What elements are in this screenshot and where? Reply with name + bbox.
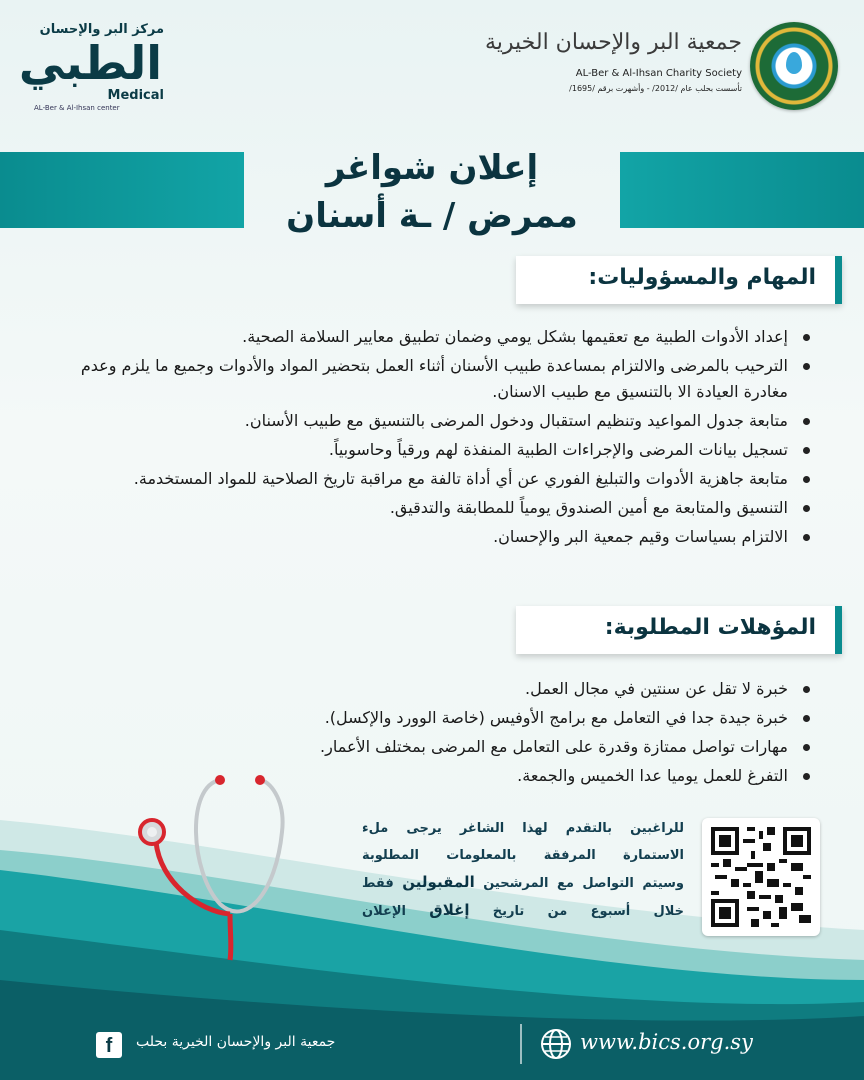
footer-divider <box>520 1024 522 1064</box>
medical-logo-big-text: الطبي <box>18 36 162 90</box>
society-established: تأسست بحلب عام /2012/ - وأشهرت برقم /1695/ <box>569 84 742 93</box>
apply-line: للراغبين بالتقدم لهذا الشاغر يرجى ملء <box>362 821 684 836</box>
list-item: خبرة جيدة جدا في التعامل مع برامج الأوفيس (خاصة الوورد والإكسل). <box>168 705 788 731</box>
apply-line-part: وسيتم التواصل مع المرشحين <box>483 876 684 891</box>
qualifications-heading <box>516 606 842 654</box>
list-item: مهارات تواصل ممتازة وقدرة على التعامل مع المرضى بمختلف الأعمار. <box>168 734 788 760</box>
medical-center-logo <box>18 22 172 112</box>
list-item: خبرة لا تقل عن سنتين في مجال العمل. <box>168 676 788 702</box>
list-item: متابعة جدول المواعيد وتنظيم استقبال ودخول المرضى بالتنسيق مع طبيب الأسنان. <box>78 408 788 434</box>
page-title: إعلان شواغر <box>325 148 539 188</box>
apply-line-part: خلال أسبوع من تاريخ <box>492 904 684 919</box>
responsibilities-heading <box>516 256 842 304</box>
apply-instructions <box>362 820 684 930</box>
apply-line-part: الإعلان <box>362 904 406 919</box>
apply-line-part: فقط <box>362 876 394 891</box>
list-item: الالتزام بسياسات وقيم جمعية البر والإحسان. <box>78 524 788 550</box>
medical-logo-sub-text: AL-Ber & Al-Ihsan center <box>34 104 120 112</box>
responsibilities-heading-text: المهام والمسؤوليات: <box>588 265 816 290</box>
society-seal-icon <box>750 22 838 110</box>
globe-icon <box>540 1028 572 1060</box>
society-logo <box>484 22 838 114</box>
apply-highlight-accepted: المقبولين <box>402 873 475 891</box>
apply-highlight-closing: إغلاق <box>429 901 470 919</box>
website-link[interactable] <box>540 1028 800 1060</box>
medical-logo-latin-text: Medical <box>107 88 164 103</box>
list-item: التنسيق والمتابعة مع أمين الصندوق يومياً للمطابقة والتدقيق. <box>78 495 788 521</box>
society-name-english: AL-Ber & Al-Ihsan Charity Society <box>575 68 742 79</box>
list-item: تسجيل بيانات المرضى والإجراءات الطبية المنفذة لهم ورقياً وحاسوبياً. <box>78 437 788 463</box>
list-item: التفرغ للعمل يوميا عدا الخميس والجمعة. <box>168 763 788 789</box>
facebook-page-name[interactable]: جمعية البر والإحسان الخيرية بحلب <box>136 1034 336 1050</box>
apply-line: الاستمارة المرفقة بالمعلومات المطلوبة <box>362 848 684 863</box>
qr-code-icon <box>711 827 811 927</box>
stethoscope-icon <box>120 762 320 962</box>
list-item: إعداد الأدوات الطبية مع تعقيمها بشكل يومي وضمان تطبيق معايير السلامة الصحية. <box>78 324 788 350</box>
medical-logo-small-text: مركز البر والإحسان <box>39 22 164 37</box>
job-title: ممرض / ـة أسنان <box>286 196 578 236</box>
facebook-icon[interactable]: f <box>96 1032 122 1058</box>
society-name-arabic: جمعية البر والإحسان الخيرية <box>484 30 742 55</box>
apply-line <box>362 874 684 892</box>
qr-code[interactable] <box>702 818 820 936</box>
apply-line <box>362 902 684 920</box>
list-item: الترحيب بالمرضى والالتزام بمساعدة طبيب الأسنان أثناء العمل بتحضير المواد والأدوات وجميع ما يلزم وعدم مغادرة العيادة الا بالتنسيق مع طبيب الاسنان. <box>78 353 788 405</box>
responsibilities-list <box>78 324 810 553</box>
website-url: www.bics.org.sy <box>580 1030 753 1054</box>
qualifications-heading-text: المؤهلات المطلوبة: <box>604 615 816 640</box>
list-item: متابعة جاهزية الأدوات والتبليغ الفوري عن أي أداة تالفة مع مراقبة تاريخ الصلاحية للمواد المستخدمة. <box>78 466 788 492</box>
